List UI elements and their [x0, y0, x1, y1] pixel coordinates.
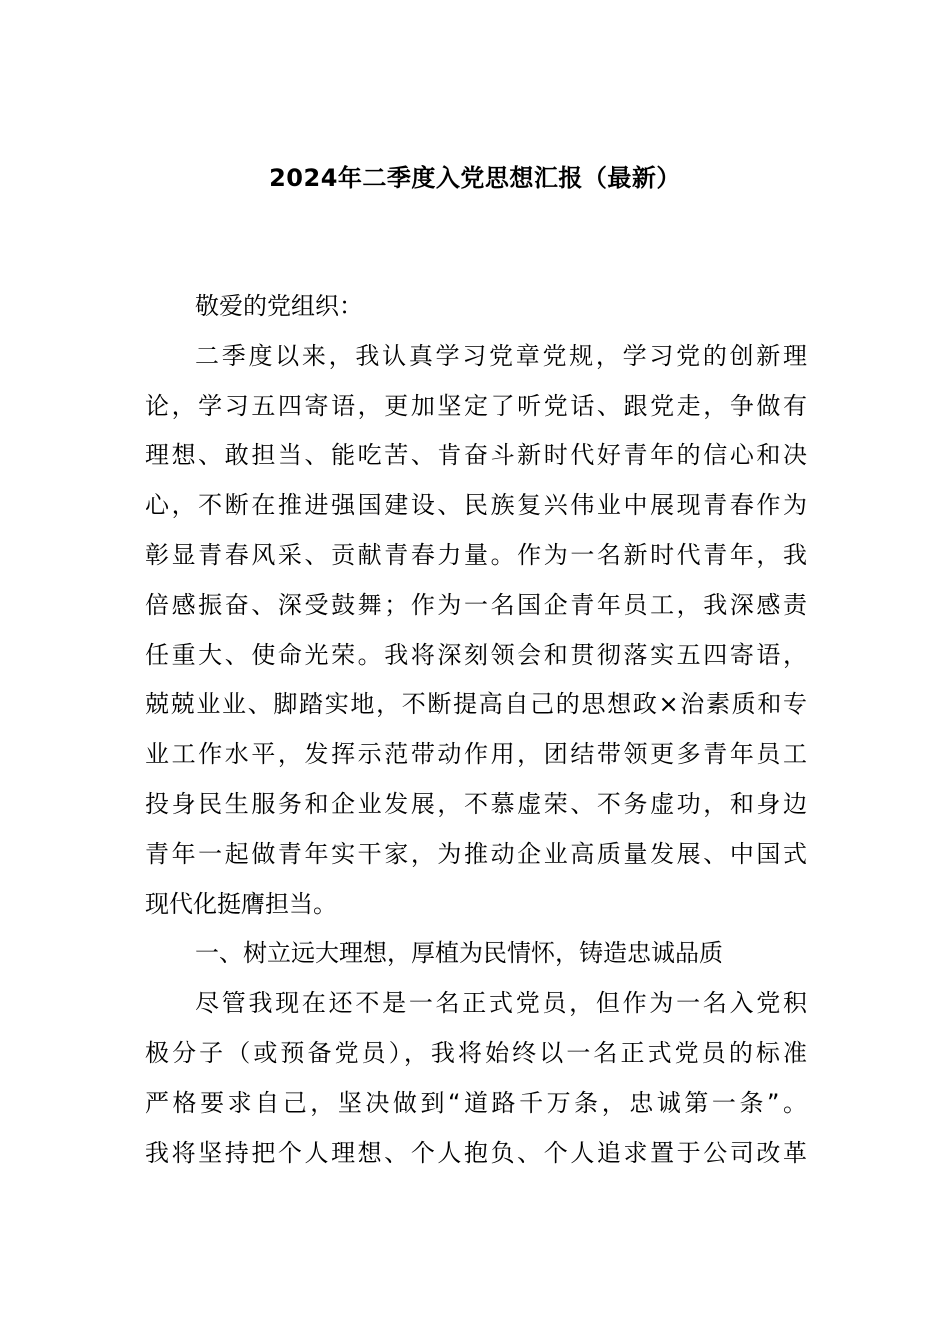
- paragraph-line: 严格要求自己，坚决做到“道路千万条，忠诚第一条”。: [145, 1088, 807, 1117]
- paragraph-1: [145, 332, 807, 930]
- paragraph-line: 理想、敢担当、能吃苦、肯奋斗新时代好青年的信心和决: [145, 441, 807, 470]
- paragraph-line: 彰显青春风采、贡献青春力量。作为一名新时代青年，我: [145, 540, 807, 569]
- paragraph-line: 倍感振奋、深受鼓舞；作为一名国企青年员工，我深感责: [145, 590, 807, 619]
- paragraph-line: 二季度以来，我认真学习党章党规，学习党的创新理: [195, 341, 807, 370]
- paragraph-line: 论，学习五四寄语，更加坚定了听党话、跟党走，争做有: [145, 391, 807, 420]
- paragraph-line: 任重大、使命光荣。我将深刻领会和贯彻落实五四寄语，: [145, 640, 807, 669]
- paragraph-line: 业工作水平，发挥示范带动作用，团结带领更多青年员工: [145, 740, 807, 769]
- paragraph-2: [145, 979, 807, 1178]
- paragraph-line: 极分子（或预备党员），我将始终以一名正式党员的标准: [145, 1038, 807, 1067]
- paragraph-line: 现代化挺膺担当。: [145, 889, 337, 918]
- paragraph-line: 兢兢业业、脚踏实地，不断提高自己的思想政×治素质和专: [145, 690, 807, 719]
- document-title: 2024年二季度入党思想汇报（最新）: [269, 164, 681, 192]
- section-heading-1: 一、树立远大理想，厚植为民情怀，铸造忠诚品质: [195, 939, 723, 968]
- document-body: [145, 282, 807, 1178]
- paragraph-line: 投身民生服务和企业发展，不慕虚荣、不务虚功，和身边: [145, 789, 807, 818]
- paragraph-line: 青年一起做青年实干家，为推动企业高质量发展、中国式: [145, 839, 807, 868]
- paragraph-line: 心，不断在推进强国建设、民族复兴伟业中展现青春作为: [145, 491, 807, 520]
- paragraph-line: 尽管我现在还不是一名正式党员，但作为一名入党积: [195, 989, 807, 1018]
- paragraph-line: 我将坚持把个人理想、个人抱负、个人追求置于公司改革: [145, 1138, 807, 1167]
- salutation: 敬爱的党组织：: [195, 292, 363, 320]
